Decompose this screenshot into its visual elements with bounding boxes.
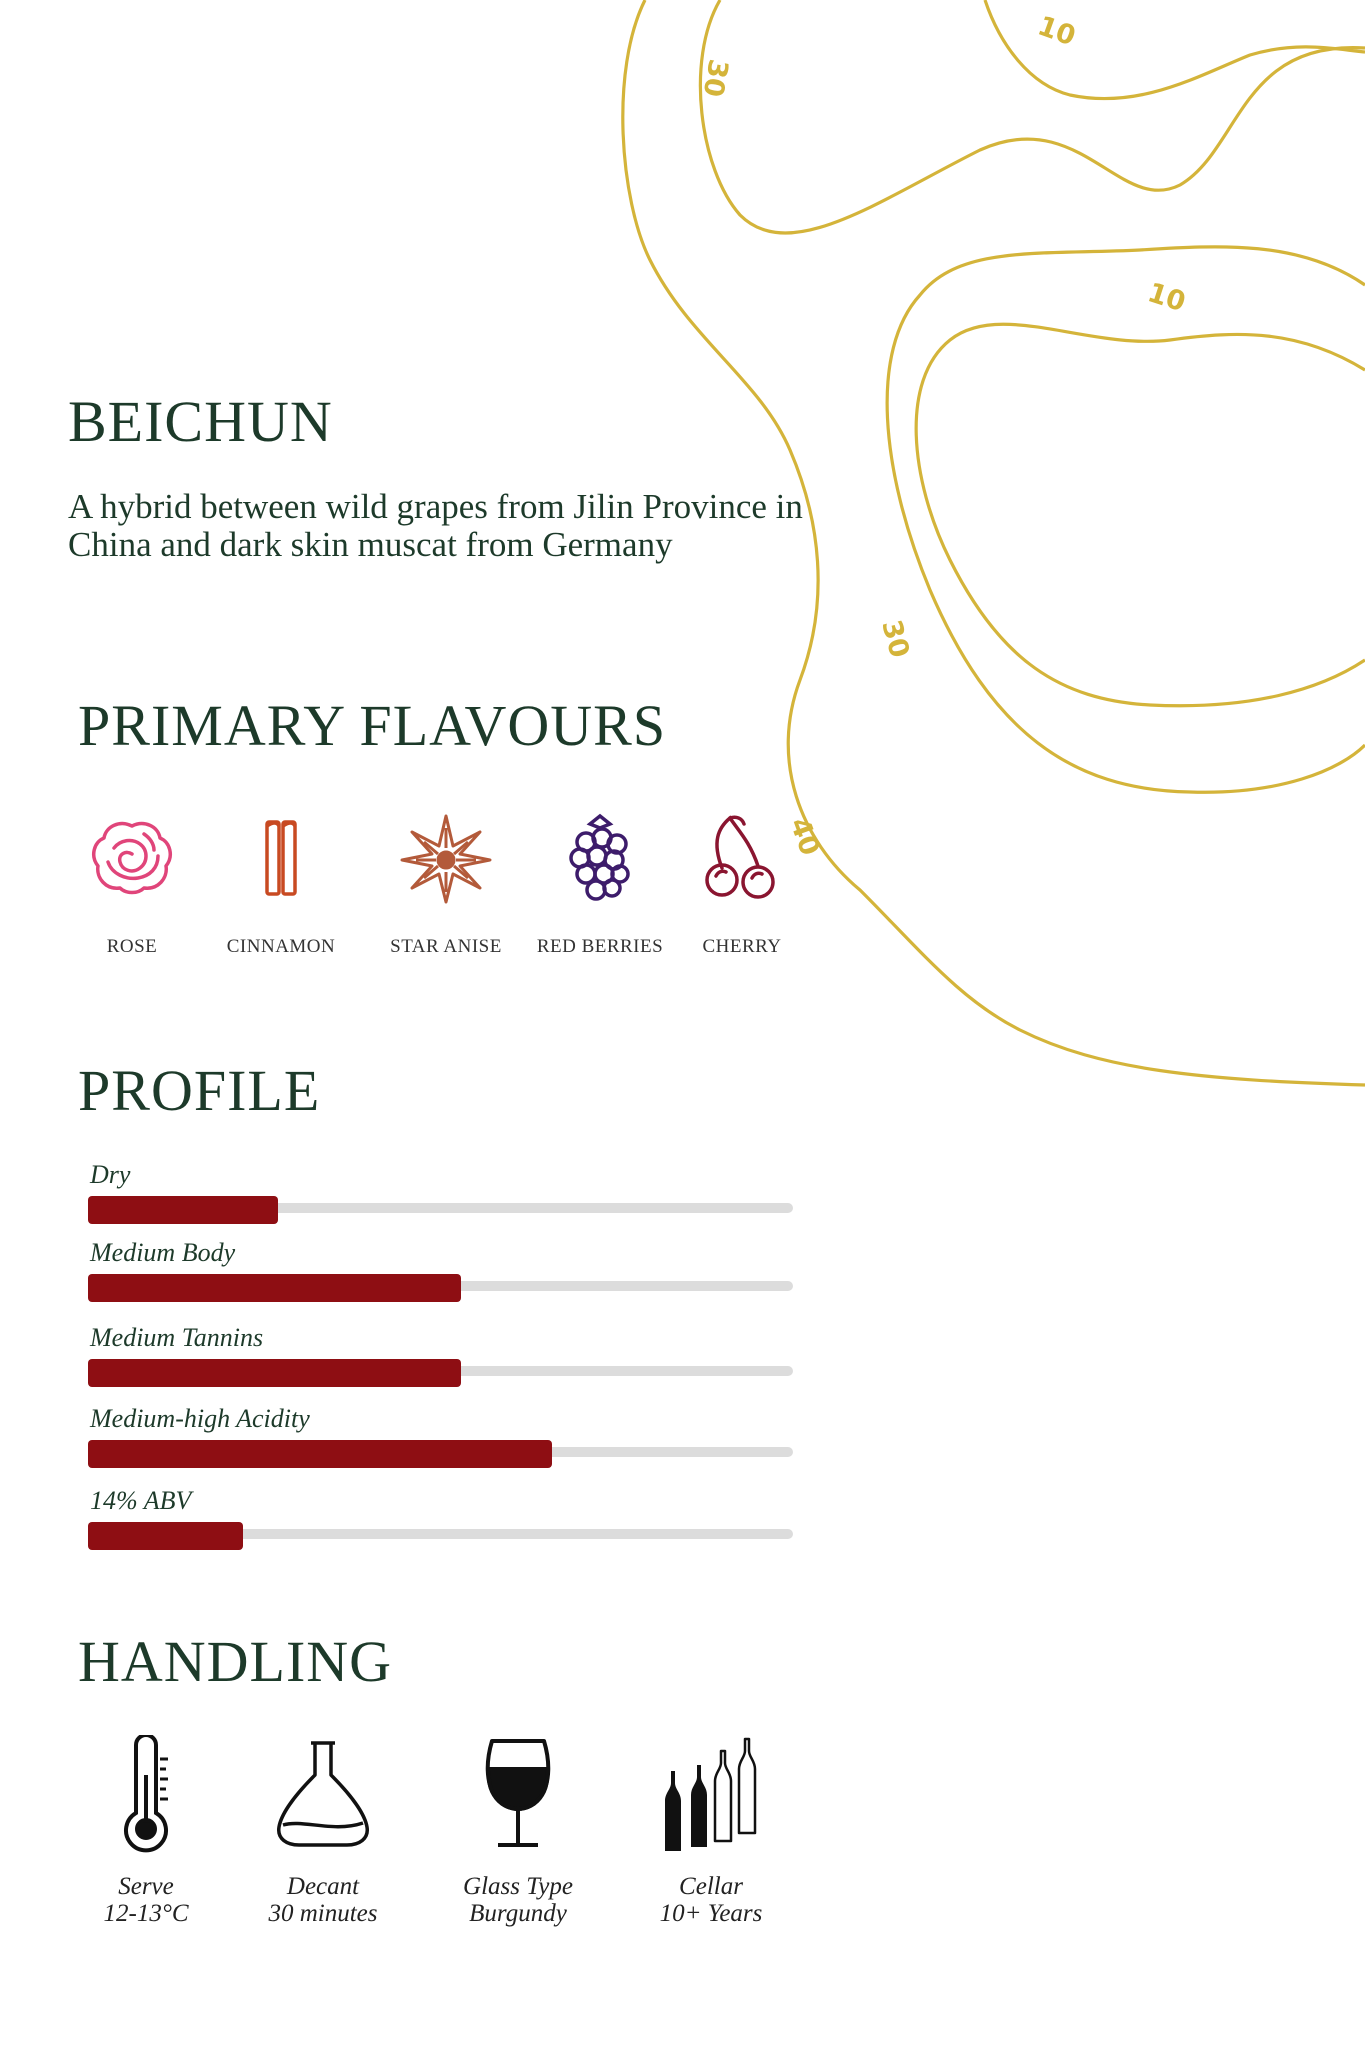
flavour-label: CINNAMON [226, 936, 336, 957]
profile-label: Medium Tannins [90, 1323, 264, 1352]
handling-glass [423, 1735, 613, 1927]
handling-value: 12-13°C [103, 1900, 189, 1927]
flavour-rose [52, 808, 212, 958]
flavour-label: STAR ANISE [390, 936, 502, 957]
profile-row-acidity [88, 1404, 793, 1464]
handling-value: Burgundy [469, 1900, 567, 1927]
bottles-icon [651, 1735, 771, 1855]
profile-bar-fill [88, 1359, 461, 1387]
profile-bar-fill [88, 1522, 243, 1550]
flavour-cinnamon [201, 808, 361, 958]
rose-icon [82, 808, 182, 908]
flavour-label: CHERRY [702, 936, 782, 957]
cinnamon-icon [231, 808, 331, 908]
star-anise-icon [396, 808, 496, 908]
cherry-icon [692, 808, 792, 908]
contour-label: 30 [875, 616, 915, 662]
raspberry-icon [550, 808, 650, 908]
handling-cellar [616, 1735, 806, 1927]
flavour-label: ROSE [106, 936, 158, 957]
handling-heading: HANDLING [78, 1629, 393, 1694]
flavour-red-berries [520, 808, 680, 958]
decanter-icon [263, 1735, 383, 1855]
profile-label: 14% ABV [90, 1486, 192, 1515]
flavour-cherry [662, 808, 822, 958]
handling-decant [228, 1735, 418, 1927]
flavour-star-anise [366, 808, 526, 958]
contour-line-inner-top [700, 0, 1365, 233]
handling-title: Decant [286, 1873, 360, 1900]
wine-description: A hybrid between wild grapes from Jilin Province in China and dark skin muscat from Germany [68, 487, 803, 564]
profile-label: Medium-high Acidity [90, 1404, 310, 1433]
profile-label: Medium Body [90, 1238, 236, 1267]
handling-value: 10+ Years [659, 1900, 763, 1927]
contour-line-inner-mid [916, 324, 1365, 706]
profile-row-tannins [88, 1323, 793, 1383]
contour-line-mid [887, 247, 1365, 792]
profile-label: Dry [90, 1160, 131, 1189]
thermometer-icon [86, 1735, 206, 1855]
profile-bar-fill [88, 1196, 278, 1224]
profile-row-body [88, 1238, 793, 1298]
profile-heading: PROFILE [78, 1058, 321, 1123]
contour-label: 30 [696, 56, 734, 100]
primary-flavours-heading: PRIMARY FLAVOURS [78, 693, 667, 758]
profile-row-abv [88, 1486, 793, 1546]
contour-label: 40 [783, 813, 826, 860]
handling-value: 30 minutes [268, 1900, 378, 1927]
wine-glass-icon [458, 1735, 578, 1855]
profile-row-dry [88, 1160, 793, 1220]
flavour-label: RED BERRIES [536, 936, 664, 957]
handling-serve [51, 1735, 241, 1927]
profile-bar-fill [88, 1274, 461, 1302]
handling-title: Glass Type [463, 1873, 573, 1900]
handling-title: Serve [118, 1873, 174, 1900]
wine-name-title: BEICHUN [68, 389, 333, 454]
contour-label: 10 [1033, 10, 1080, 53]
profile-bar-fill [88, 1440, 552, 1468]
handling-title: Cellar [679, 1873, 743, 1900]
contour-label: 10 [1143, 277, 1190, 319]
